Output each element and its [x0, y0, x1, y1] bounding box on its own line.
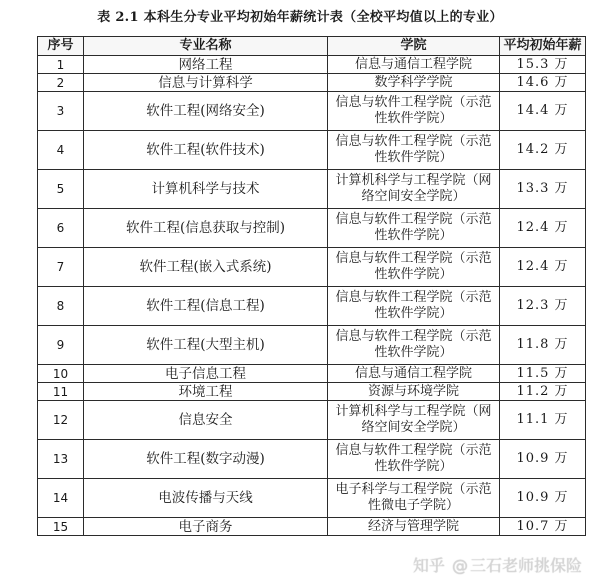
- table-row: [38, 248, 586, 287]
- table-header-row: [38, 37, 586, 56]
- row-major: 环境工程: [84, 383, 328, 401]
- table-row: [38, 170, 586, 209]
- table-row: [38, 440, 586, 479]
- row-salary: 12.4 万: [500, 209, 586, 248]
- row-index: 8: [38, 287, 84, 326]
- row-index: 2: [38, 74, 84, 92]
- row-salary: 10.9 万: [500, 479, 586, 518]
- row-major: 网络工程: [84, 56, 328, 74]
- table-row: [38, 326, 586, 365]
- row-college: 信息与软件工程学院（示范性软件学院）: [328, 92, 500, 131]
- row-index: 7: [38, 248, 84, 287]
- row-major: 软件工程(信息获取与控制): [84, 209, 328, 248]
- row-salary: 14.6 万: [500, 74, 586, 92]
- row-salary: 11.8 万: [500, 326, 586, 365]
- row-major: 信息安全: [84, 401, 328, 440]
- row-college: 经济与管理学院: [328, 518, 500, 536]
- table-row: [38, 74, 586, 92]
- row-salary: 11.5 万: [500, 365, 586, 383]
- watermark-at: @: [451, 556, 468, 575]
- row-college: 信息与软件工程学院（示范性软件学院）: [328, 440, 500, 479]
- header-index: 序号: [38, 37, 84, 56]
- salary-table: [37, 36, 586, 536]
- row-index: 11: [38, 383, 84, 401]
- row-college: 数学科学学院: [328, 74, 500, 92]
- zhihu-watermark: [413, 553, 582, 576]
- table-row: [38, 131, 586, 170]
- row-index: 1: [38, 56, 84, 74]
- row-index: 3: [38, 92, 84, 131]
- row-index: 13: [38, 440, 84, 479]
- header-salary: 平均初始年薪: [500, 37, 586, 56]
- table-row: [38, 287, 586, 326]
- row-index: 15: [38, 518, 84, 536]
- table-row: [38, 518, 586, 536]
- row-college: 信息与软件工程学院（示范性软件学院）: [328, 287, 500, 326]
- row-salary: 10.7 万: [500, 518, 586, 536]
- row-index: 14: [38, 479, 84, 518]
- table-row: [38, 383, 586, 401]
- row-salary: 11.1 万: [500, 401, 586, 440]
- row-salary: 14.2 万: [500, 131, 586, 170]
- row-index: 10: [38, 365, 84, 383]
- table-caption: 表 2.1 本科生分专业平均初始年薪统计表（全校平均值以上的专业）: [97, 10, 503, 25]
- row-major: 软件工程(网络安全): [84, 92, 328, 131]
- watermark-author: 三石老师挑保险: [469, 556, 582, 575]
- row-salary: 13.3 万: [500, 170, 586, 209]
- row-index: 9: [38, 326, 84, 365]
- row-major: 软件工程(数字动漫): [84, 440, 328, 479]
- row-college: 电子科学与工程学院（示范性微电子学院）: [328, 479, 500, 518]
- table-row: [38, 92, 586, 131]
- row-college: 计算机科学与工程学院（网络空间安全学院）: [328, 401, 500, 440]
- row-major: 软件工程(软件技术): [84, 131, 328, 170]
- row-major: 电子商务: [84, 518, 328, 536]
- row-major: 软件工程(嵌入式系统): [84, 248, 328, 287]
- watermark-site: 知乎: [412, 556, 445, 575]
- row-salary: 12.3 万: [500, 287, 586, 326]
- row-college: 信息与通信工程学院: [328, 365, 500, 383]
- row-college: 信息与软件工程学院（示范性软件学院）: [328, 131, 500, 170]
- row-major: 电子信息工程: [84, 365, 328, 383]
- row-major: 信息与计算科学: [84, 74, 328, 92]
- row-college: 计算机科学与工程学院（网络空间安全学院）: [328, 170, 500, 209]
- table-row: [38, 209, 586, 248]
- row-salary: 15.3 万: [500, 56, 586, 74]
- row-college: 信息与软件工程学院（示范性软件学院）: [328, 209, 500, 248]
- table-row: [38, 56, 586, 74]
- row-index: 12: [38, 401, 84, 440]
- row-major: 软件工程(大型主机): [84, 326, 328, 365]
- row-salary: 11.2 万: [500, 383, 586, 401]
- row-salary: 14.4 万: [500, 92, 586, 131]
- row-college: 资源与环境学院: [328, 383, 500, 401]
- row-major: 软件工程(信息工程): [84, 287, 328, 326]
- table-row: [38, 365, 586, 383]
- table-row: [38, 401, 586, 440]
- row-index: 6: [38, 209, 84, 248]
- row-major: 计算机科学与技术: [84, 170, 328, 209]
- row-college: 信息与软件工程学院（示范性软件学院）: [328, 326, 500, 365]
- row-salary: 10.9 万: [500, 440, 586, 479]
- row-major: 电波传播与天线: [84, 479, 328, 518]
- table-row: [38, 479, 586, 518]
- header-major: 专业名称: [84, 37, 328, 56]
- header-college: 学院: [328, 37, 500, 56]
- row-index: 5: [38, 170, 84, 209]
- row-college: 信息与软件工程学院（示范性软件学院）: [328, 248, 500, 287]
- row-salary: 12.4 万: [500, 248, 586, 287]
- row-college: 信息与通信工程学院: [328, 56, 500, 74]
- row-index: 4: [38, 131, 84, 170]
